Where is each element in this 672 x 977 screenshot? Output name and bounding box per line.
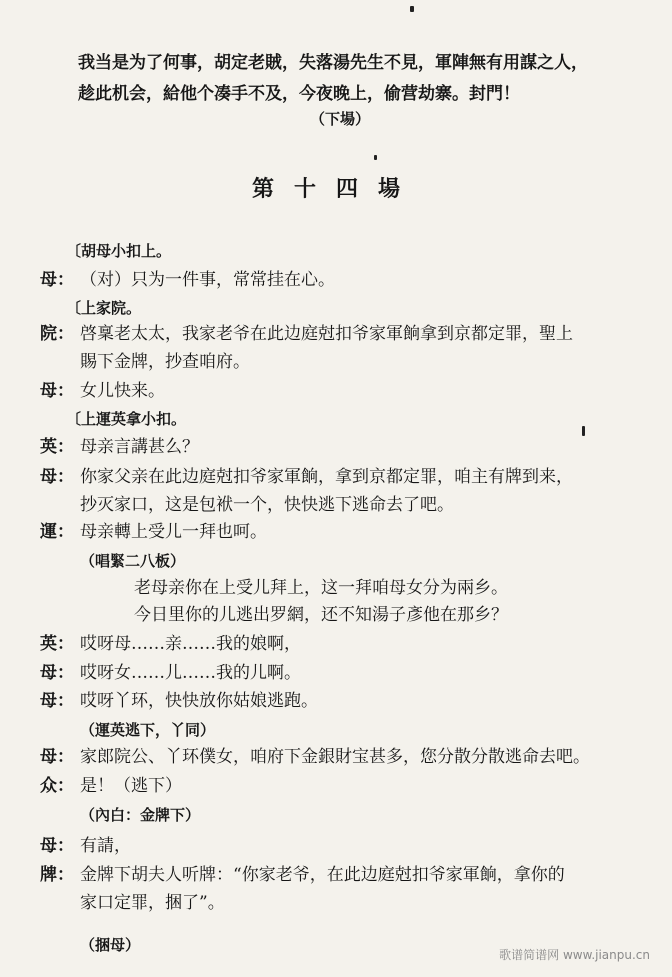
dialogue-line (40, 436, 199, 458)
dialogue-line (40, 521, 267, 543)
stage-direction: （運英逃下，丫同） (80, 721, 216, 739)
dialogue-line (40, 835, 131, 857)
dialogue-text: 你家父亲在此边庭尅扣爷家軍餉，拿到京都定罪，咱主有牌到来， (80, 467, 573, 487)
speaker-label: 母： (40, 836, 74, 856)
dialogue-text: 哎呀女……儿……我的儿啊。 (80, 663, 301, 683)
dialogue-line (40, 633, 301, 655)
dialogue-line (40, 380, 165, 402)
scene-title: 第十四場 (252, 176, 421, 202)
page-mark (374, 155, 377, 160)
speaker-label: 運： (40, 522, 74, 542)
speaker-label: 母： (40, 663, 74, 683)
speaker-label: 院： (40, 324, 74, 344)
watermark: 歌谱简谱网 www.jianpu.cn (499, 948, 650, 962)
dialogue-continuation: 賜下金牌，抄查咱府。 (80, 352, 250, 372)
speaker-label: 母： (40, 747, 74, 767)
verse-line: 今日里你的儿逃出罗網，还不知湯子彥他在那乡？ (134, 605, 508, 625)
verse-line: 老母亲你在上受儿拜上，这一拜咱母女分为兩乡。 (134, 578, 508, 598)
stage-direction: （捆母） (80, 936, 141, 954)
speaker-label: 英： (40, 437, 74, 457)
dialogue-line (40, 662, 301, 684)
stage-direction: 〔上運英拿小扣。 (66, 410, 187, 428)
dialogue-text: 哎呀母……亲……我的娘啊， (80, 634, 301, 654)
speaker-label: 母： (40, 381, 74, 401)
dialogue-text: 女儿快来。 (80, 381, 165, 401)
exit-direction: （下場） (310, 110, 371, 128)
dialogue-text: 有請， (80, 836, 131, 856)
intro-line-1: 我当是为了何事，胡定老賊，失落湯先生不見，軍陣無有用謀之人， (78, 53, 588, 73)
dialogue-line (40, 269, 335, 291)
dialogue-text: 家郎院公、丫环僕女，咱府下金銀財宝甚多，您分散分散逃命去吧。 (80, 747, 590, 767)
dialogue-text: 金牌下胡夫人听牌：“你家老爷，在此边庭尅扣爷家軍餉，拿你的 (80, 865, 565, 885)
dialogue-line (40, 323, 573, 345)
dialogue-line (40, 775, 182, 797)
speaker-label: 母： (40, 691, 74, 711)
dialogue-continuation: 家口定罪，捆了”。 (80, 893, 225, 913)
intro-line-2: 趁此机会，給他个凑手不及，今夜晚上，偷营劫寨。封門！ (78, 84, 520, 104)
dialogue-text: 是！（逃下） (80, 776, 182, 796)
speaker-label: 母： (40, 270, 74, 290)
speaker-label: 母： (40, 467, 74, 487)
dialogue-line (40, 690, 318, 712)
dialogue-line (40, 746, 590, 768)
speaker-label: 英： (40, 634, 74, 654)
speaker-label: 众： (40, 776, 74, 796)
dialogue-text: 母亲言講甚么？ (80, 437, 199, 457)
page-mark (410, 6, 414, 12)
stage-direction: 〔上家院。 (66, 299, 142, 317)
dialogue-text: 母亲轉上受儿一拜也呵。 (80, 522, 267, 542)
page-mark (582, 426, 585, 436)
dialogue-text: （对）只为一件事，常常挂在心。 (80, 270, 335, 290)
stage-direction: （唱緊二八板） (80, 552, 186, 570)
stage-direction: （內白：金牌下） (80, 806, 201, 824)
stage-direction: 〔胡母小扣上。 (66, 242, 172, 260)
dialogue-text: 哎呀丫环，快快放你姑娘逃跑。 (80, 691, 318, 711)
dialogue-continuation: 抄灭家口，这是包袱一个，快快逃下逃命去了吧。 (80, 495, 454, 515)
dialogue-line (40, 864, 565, 886)
dialogue-text: 啓稟老太太，我家老爷在此边庭尅扣爷家軍餉拿到京都定罪，聖上 (80, 324, 573, 344)
dialogue-line (40, 466, 573, 488)
speaker-label: 牌： (40, 865, 74, 885)
